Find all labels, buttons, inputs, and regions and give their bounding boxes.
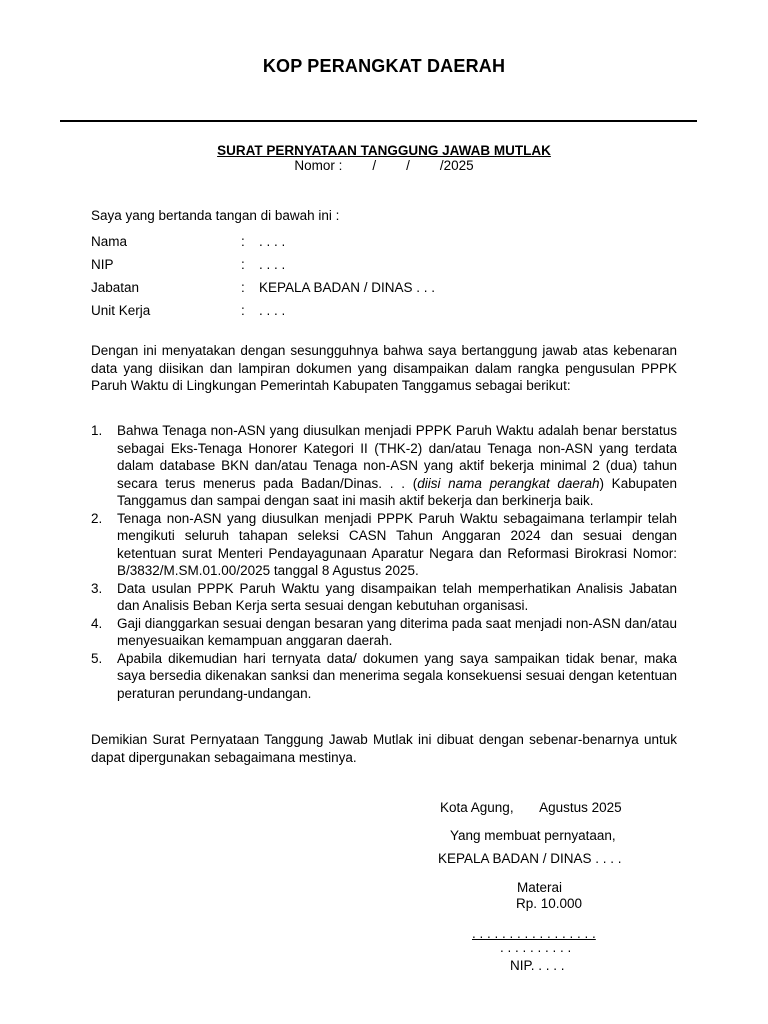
signature-made-by: Yang membuat pernyataan,	[450, 828, 616, 843]
signature-name-line: . . . . . . . . . . . . . . . . .	[472, 926, 596, 941]
signature-place-date: Kota Agung, Agustus 2025	[440, 800, 622, 815]
letterhead-title: KOP PERANGKAT DAERAH	[262, 56, 506, 76]
field-value: . . . .	[259, 234, 286, 249]
list-text: Bahwa Tenaga non-ASN yang diusulkan menjadi PPPK Paruh Waktu adalah benar berstatus sebagai Eks-Tenaga Honorer Kategori II (THK-2) dan/atau Tenaga non-ASN yang terdata dalam database BKN dan/atau Tenaga non-ASN yang aktif bekerja minimal 2 (dua) tahun secara terus menerus pada Badan/Dinas. . . (diisi nama perangkat daerah) Kabupaten Tanggamus dan sampai dengan saat ini masih aktif bekerja dan berkinerja baik.	[117, 423, 677, 508]
signature-name-dots: . . . . . . . . . .	[500, 940, 572, 955]
document-title: SURAT PERNYATAAN TANGGUNG JAWAB MUTLAK	[217, 143, 551, 158]
list-number: 2.	[91, 510, 103, 526]
field-row-jabatan	[91, 280, 435, 295]
list-item	[91, 422, 677, 510]
field-label: Nama	[91, 234, 128, 249]
list-item	[91, 650, 677, 703]
list-item	[91, 580, 677, 615]
field-colon: :	[241, 234, 245, 249]
field-label: NIP	[91, 257, 114, 272]
field-row-nama	[91, 234, 285, 249]
list-item	[91, 615, 677, 650]
list-item	[91, 510, 677, 580]
field-value: . . . .	[259, 257, 286, 272]
statement-paragraph: Dengan ini menyatakan dengan sesungguhnya bahwa saya bertanggung jawab atas kebenaran data yang diisikan dan lampiran dokumen yang disampaikan dalam rangka pengusulan PPPK Paruh Waktu di Lingkungan Pemerintah Kabupaten Tanggamus sebagai berikut:	[91, 343, 677, 393]
list-number: 3.	[91, 580, 103, 596]
field-row-nip	[91, 257, 285, 272]
field-label: Jabatan	[91, 280, 140, 295]
letterhead-divider	[60, 120, 697, 122]
list-number: 1.	[91, 423, 103, 438]
list-text: Gaji dianggarkan sesuai dengan besaran yang diterima pada saat menjadi non-ASN dan/atau menyesuaikan kemampuan anggaran daerah.	[117, 615, 677, 648]
stamp-duty-label: Materai	[517, 880, 563, 895]
stamp-duty-amount: Rp. 10.000	[516, 896, 583, 911]
closing-paragraph: Demikian Surat Pernyataan Tanggung Jawab Mutlak ini dibuat dengan sebenar-benarnya untuk dapat dipergunakan sebagaimana mestinya.	[91, 732, 677, 765]
field-value: KEPALA BADAN / DINAS . . .	[259, 280, 436, 295]
field-row-unit-kerja	[91, 303, 285, 318]
signature-position: KEPALA BADAN / DINAS . . . .	[438, 851, 622, 866]
list-number: 4.	[91, 615, 103, 631]
intro-text: Saya yang bertanda tangan di bawah ini :	[91, 208, 340, 223]
statement-list	[91, 422, 677, 702]
field-colon: :	[241, 257, 245, 272]
document-number: Nomor : / / /2025	[294, 158, 474, 173]
field-label: Unit Kerja	[91, 303, 151, 318]
field-colon: :	[241, 280, 245, 295]
list-number: 5.	[91, 650, 103, 666]
list-text: Tenaga non-ASN yang diusulkan menjadi PPPK Paruh Waktu sebagaimana terlampir telah mengikuti seluruh tahapan seleksi CASN Tahun Anggaran 2024 dan sesuai dengan ketentuan surat Menteri Pendayagunaan Aparatur Negara dan Reformasi Birokrasi Nomor: B/3832/M.SM.01.00/2025 tanggal 8 Agustus 2025.	[117, 510, 677, 578]
signature-nip: NIP. . . . .	[510, 958, 565, 973]
field-colon: :	[241, 303, 245, 318]
list-text: Apabila dikemudian hari ternyata data/ dokumen yang saya sampaikan tidak benar, maka saya bersedia dikenakan sanksi dan menerima segala konsekuensi sesuai dengan ketentuan peraturan perundang-undangan.	[117, 650, 677, 701]
field-value: . . . .	[259, 303, 286, 318]
list-text: Data usulan PPPK Paruh Waktu yang disampaikan telah memperhatikan Analisis Jabatan dan Analisis Beban Kerja serta sesuai dengan kebutuhan organisasi.	[117, 580, 677, 613]
